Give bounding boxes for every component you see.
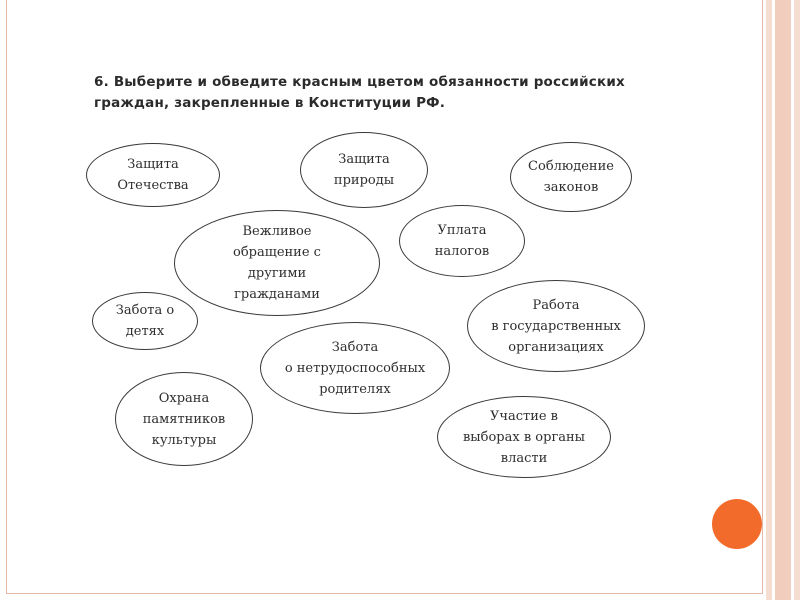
bubble-state-work[interactable] <box>467 280 645 372</box>
bubble-label: Защита Отечества <box>117 157 189 193</box>
bubble-elections[interactable] <box>437 396 611 478</box>
bubble-defense[interactable] <box>86 143 220 207</box>
bubble-label: Участие в выборах в органы власти <box>462 408 586 466</box>
bubble-taxes[interactable] <box>399 205 525 277</box>
decor-stripe <box>766 0 772 600</box>
bubble-label: Охрана памятников культуры <box>142 390 226 448</box>
decor-stripe <box>775 0 791 600</box>
bubble-label: Защита природы <box>333 152 395 188</box>
bubble-children[interactable] <box>92 292 198 350</box>
bubble-monuments[interactable] <box>115 372 253 466</box>
bubble-laws[interactable] <box>510 142 632 212</box>
bubble-parents[interactable] <box>260 322 450 414</box>
task-title: 6. Выберите и обведите красным цветом обязанности российских граждан, закрепленные в Конституции РФ. <box>94 74 625 111</box>
bubble-politeness[interactable] <box>174 210 380 316</box>
bubble-label: Уплата налогов <box>434 223 490 259</box>
decor-stripe <box>794 0 800 600</box>
orange-circle-decoration <box>712 499 762 549</box>
bubble-label: Соблюдение законов <box>528 159 614 195</box>
bubble-label: Вежливое обращение с другими гражданами <box>233 224 321 302</box>
bubble-label: Работа в государственных организациях <box>491 297 621 355</box>
bubble-label: Забота о детях <box>115 303 175 339</box>
bubble-label: Забота о нетрудоспособных родителях <box>284 339 426 397</box>
bubble-nature[interactable] <box>300 132 428 208</box>
